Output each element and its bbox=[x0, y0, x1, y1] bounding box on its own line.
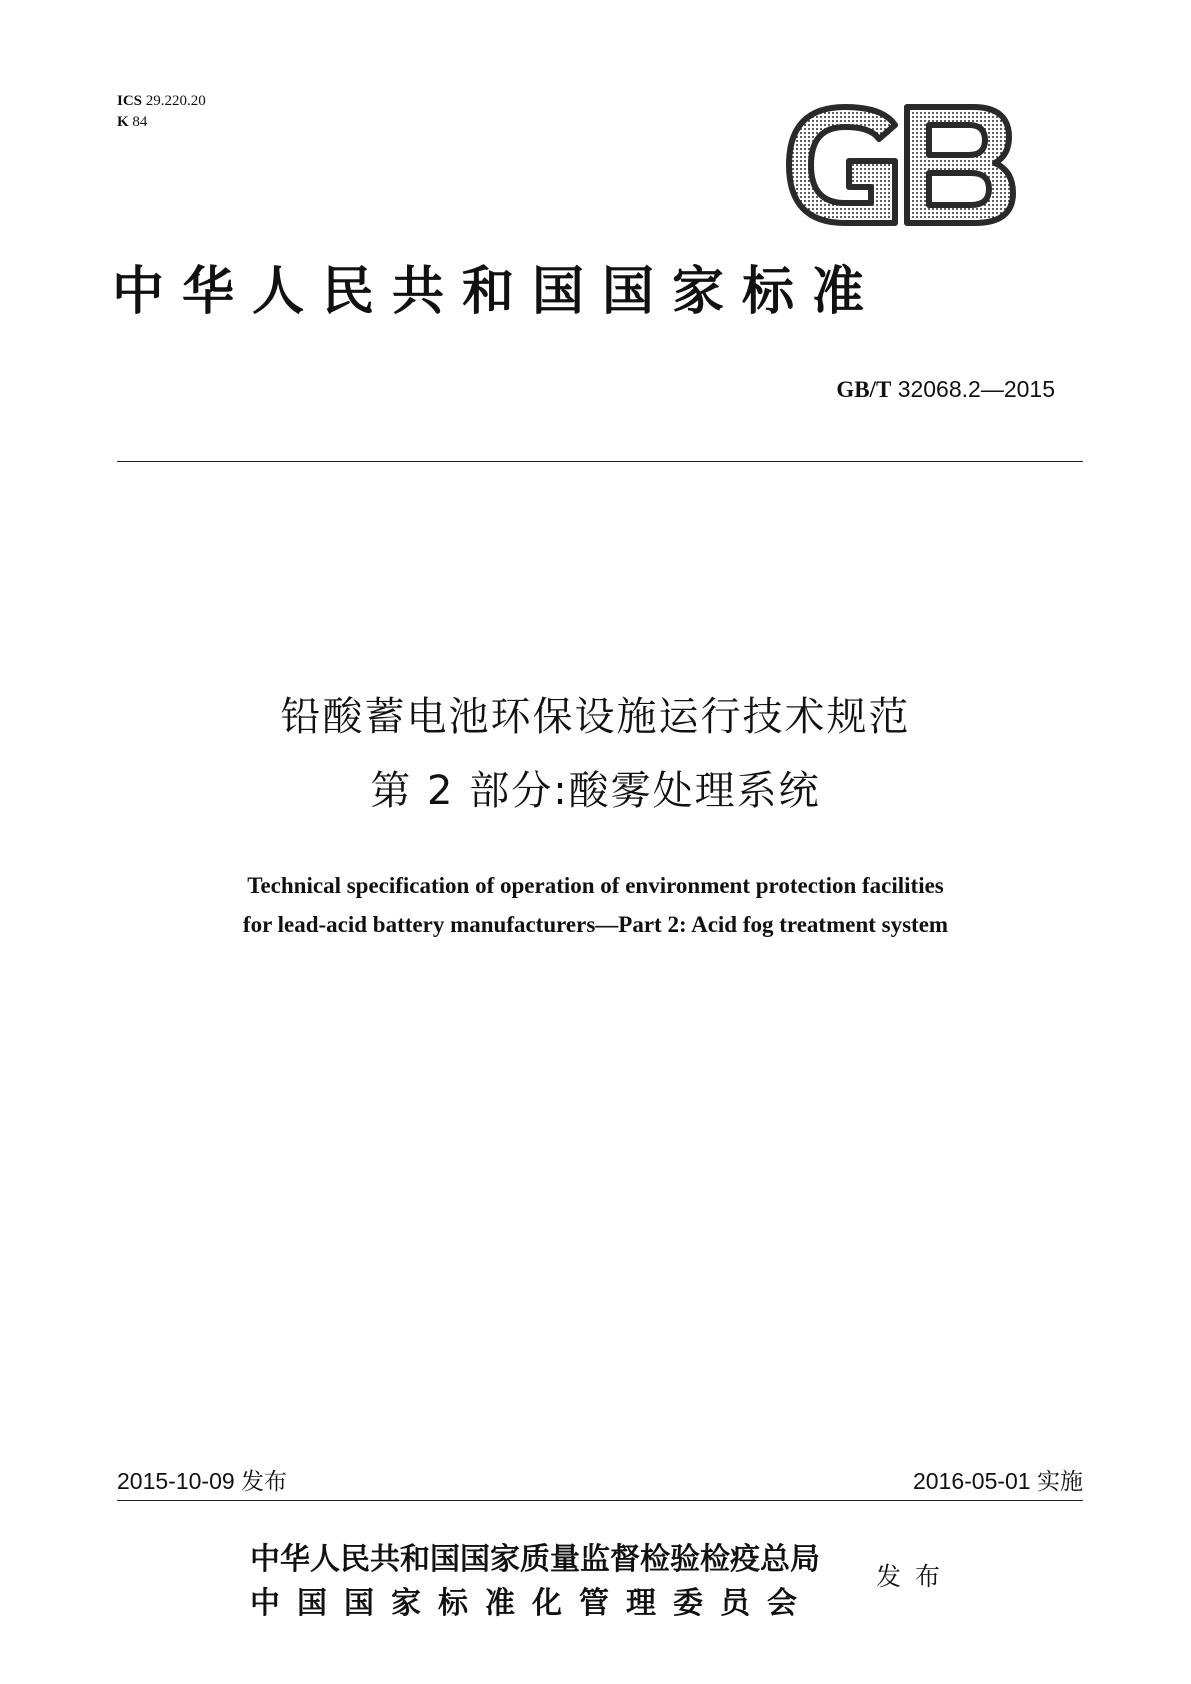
english-title-line2: for lead-acid battery manufacturers—Part 2: Acid fog treatment system bbox=[242, 912, 949, 937]
ccs-code: 84 bbox=[132, 114, 148, 130]
classification-block bbox=[117, 91, 206, 133]
standard-number-prefix: GB/T bbox=[836, 377, 892, 402]
standard-number bbox=[836, 376, 1055, 403]
chinese-title-line1: 铅酸蓄电池环保设施运行技术规范 bbox=[280, 694, 911, 740]
ccs-line bbox=[117, 112, 206, 133]
ics-line bbox=[117, 91, 206, 112]
chinese-title-line2: 第 2 部分:酸雾处理系统 bbox=[370, 768, 821, 814]
top-divider bbox=[117, 461, 1083, 462]
issuer-sac: 中国国家标准化管理委员会 bbox=[250, 1586, 814, 1621]
issuer-aqsiq: 中华人民共和国国家质量监督检验检疫总局 bbox=[250, 1542, 820, 1577]
ccs-label: K bbox=[117, 114, 129, 130]
ics-label: ICS bbox=[117, 93, 143, 109]
bottom-divider bbox=[117, 1500, 1083, 1501]
gb-logo-icon bbox=[783, 103, 1017, 227]
standard-number-value: 32068.2—2015 bbox=[897, 376, 1055, 402]
english-title-line1: Technical specification of operation of environment protection facilities bbox=[247, 873, 944, 898]
ics-code: 29.220.20 bbox=[145, 93, 206, 109]
issue-date: 2015-10-09 发布 bbox=[117, 1468, 288, 1494]
issue-label: 发布 bbox=[876, 1562, 955, 1591]
implementation-date: 2016-05-01 实施 bbox=[912, 1468, 1083, 1494]
national-standard-title: 中华人民共和国国家标准 bbox=[112, 261, 883, 322]
